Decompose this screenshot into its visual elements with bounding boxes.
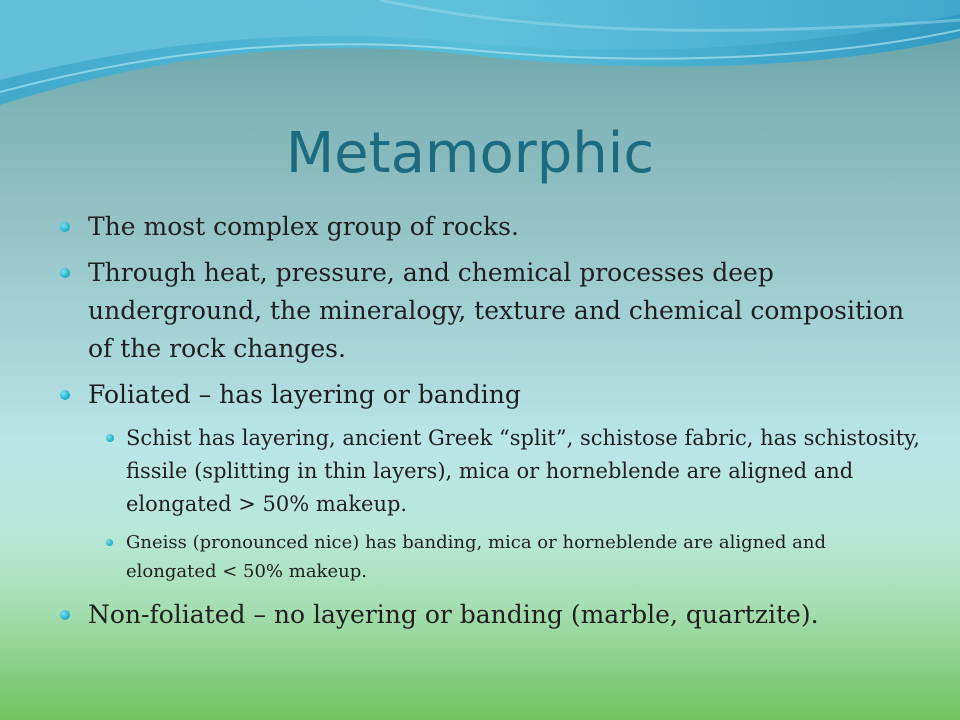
sub-bullet-text: Gneiss (pronounced nice) has banding, mica or horneblende are aligned and elongated < 50% makeup.: [126, 532, 826, 582]
slide-title: Metamorphic: [285, 121, 655, 186]
list-item: [60, 254, 920, 368]
bullet-text: Foliated – has layering or banding: [88, 380, 521, 409]
sub-list-item: [60, 422, 920, 521]
sub-list-item: [60, 528, 920, 586]
bullet-icon: [106, 539, 113, 546]
list-item: [60, 376, 920, 414]
bullet-text: Non-foliated – no layering or banding (marble, quartzite).: [88, 600, 819, 629]
bullet-icon: [60, 390, 70, 400]
bullet-icon: [60, 268, 70, 278]
bullet-icon: [60, 222, 70, 232]
bullet-list: [60, 208, 920, 642]
bullet-icon: [60, 610, 70, 620]
list-item: [60, 208, 920, 246]
list-item: [60, 596, 920, 634]
bullet-text: The most complex group of rocks.: [88, 212, 519, 241]
sub-bullet-text: Schist has layering, ancient Greek “split”, schistose fabric, has schistosity, fissile (splitting in thin layers), mica or horneblende are aligned and elongated > 50% makeup.: [126, 426, 920, 516]
bullet-text: Through heat, pressure, and chemical processes deep underground, the mineralogy, texture and chemical composition of the rock changes.: [88, 258, 905, 363]
decorative-wave: [0, 0, 960, 120]
bullet-icon: [106, 434, 114, 442]
